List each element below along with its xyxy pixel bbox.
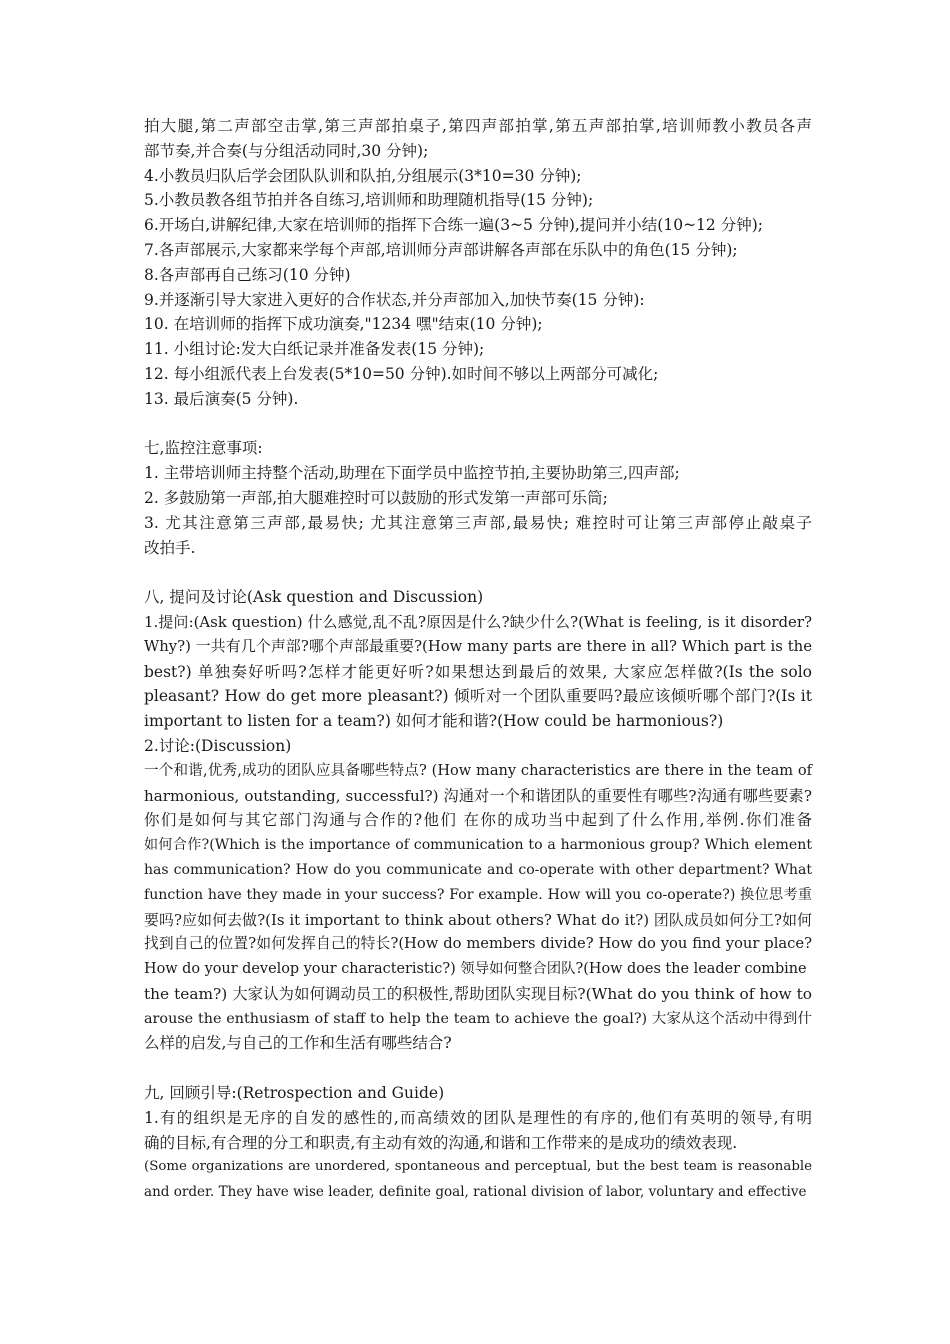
- text-line: important to listen for a team?) 如何才能和谐?(How could be harmonious?): [144, 712, 724, 731]
- text-line: 部节奏,并合奏(与分组活动同时,30 分钟);: [144, 141, 429, 160]
- text-line: 6.开场白,讲解纪律,大家在培训师的指挥下合练一遍(3~5 分钟),提问并小结(10~12 分钟);: [144, 216, 763, 235]
- section-heading: 七,监控注意事项:: [144, 439, 263, 458]
- text-line: 7.各声部展示,大家都来学每个声部,培训师分声部讲解各声部在乐队中的角色(15 分钟);: [144, 240, 738, 259]
- text-line: best?) 单独奏好听吗?怎样才能更好听?如果想达到最后的效果, 大家应怎样做?(Is the solo: [144, 662, 812, 681]
- monitoring-notes-section: [144, 436, 812, 560]
- text-line: 4.小教员归队后学会团队队训和队拍,分组展示(3*10=30 分钟);: [144, 166, 582, 185]
- procedure-steps: [144, 114, 812, 412]
- text-line: 12. 每小组派代表上台发表(5*10=50 分钟).如时间不够以上两部分可减化;: [144, 364, 659, 383]
- text-line: harmonious, outstanding, successful?) 沟通对一个和谐团队的重要性有哪些?沟通有哪些要素?: [144, 786, 812, 805]
- document-page: [144, 114, 812, 1205]
- paragraph-gap: [144, 1056, 812, 1081]
- text-line: (Some organizations are unordered, spontaneous and perceptual, but the best team is reasonable: [144, 1159, 812, 1175]
- text-line: 1.有的组织是无序的自发的感性的,而高绩效的团队是理性的有序的,他们有英明的领导,有明: [144, 1108, 812, 1127]
- text-line: 2.讨论:(Discussion): [144, 736, 292, 755]
- section-heading: 八, 提问及讨论(Ask question and Discussion): [144, 588, 484, 607]
- text-line: 8.各声部再自己练习(10 分钟): [144, 265, 351, 284]
- text-line: 如何合作?(Which is the importance of communication to a harmonious group? Which element: [144, 837, 812, 854]
- text-line: 10. 在培训师的指挥下成功演奏,"1234 嘿"结束(10 分钟);: [144, 315, 543, 334]
- text-line: 一个和谐,优秀,成功的团队应具备哪些特点? (How many characteristics are there in the team of: [144, 761, 812, 779]
- text-line: 9.并逐渐引导大家进入更好的合作状态,并分声部加入,加快节奏(15 分钟):: [144, 290, 645, 309]
- text-line: 改拍手.: [144, 538, 196, 557]
- text-line: 11. 小组讨论:发大白纸记录并准备发表(15 分钟);: [144, 340, 485, 359]
- text-line: function have they made in your success? For example. How will you co-operate?) 换位思考重: [144, 886, 812, 903]
- text-line: 要吗?应如何去做?(Is it important to think about others? What do it?) 团队成员如何分工?如何: [144, 910, 812, 929]
- text-line: has communication? How do you communicate and co-operate with other department? What: [144, 861, 812, 878]
- text-line: 3. 尤其注意第三声部,最易快; 尤其注意第三声部,最易快; 难控时可让第三声部停止敲桌子: [144, 513, 812, 532]
- text-line: 找到自己的位置?如何发挥自己的特长?(How do members divide? How do you find your place?: [144, 935, 812, 953]
- text-line: 1.提问:(Ask question) 什么感觉,乱不乱?原因是什么?缺少什么?(What is feeling, is it disorder?: [144, 612, 812, 631]
- text-line: 确的目标,有合理的分工和职责,有主动有效的沟通,和谐和工作带来的是成功的绩效表现.: [144, 1133, 738, 1152]
- text-line: pleasant? How do get more pleasant?) 倾听对一个团队重要吗?最应该倾听哪个部门?(Is it: [144, 687, 812, 706]
- text-line: 5.小教员教各组节拍并各自练习,培训师和助理随机指导(15 分钟);: [144, 191, 594, 210]
- text-line: 1. 主带培训师主持整个活动,助理在下面学员中监控节拍,主要协助第三,四声部;: [144, 464, 680, 483]
- text-line: arouse the enthusiasm of staff to help the team to achieve the goal?) 大家从这个活动中得到什: [144, 1010, 812, 1027]
- text-line: Why?) 一共有几个声部?哪个声部最重要?(How many parts are there in all? Which part is the: [144, 637, 812, 655]
- retrospection-guide-section: [144, 1081, 812, 1205]
- paragraph-gap: [144, 560, 812, 585]
- text-line: the team?) 大家认为如何调动员工的积极性,帮助团队实现目标?(What do you think of how to: [144, 984, 812, 1003]
- text-line: 你们是如何与其它部门沟通与合作的?他们 在你的成功当中起到了什么作用,举例.你们准备: [144, 811, 812, 830]
- questions-discussion-section: [144, 585, 812, 1056]
- text-line: 2. 多鼓励第一声部,拍大腿难控时可以鼓励的形式发第一声部可乐筒;: [144, 488, 608, 507]
- paragraph-gap: [144, 412, 812, 437]
- text-line: 拍大腿,第二声部空击掌,第三声部拍桌子,第四声部拍掌,第五声部拍掌,培训师教小教员各声: [144, 117, 812, 135]
- section-heading: 九, 回顾引导:(Retrospection and Guide): [144, 1084, 445, 1103]
- text-line: 13. 最后演奏(5 分钟).: [144, 389, 299, 408]
- text-line: How do your develop your characteristic?) 领导如何整合团队?(How does the leader combine: [144, 961, 807, 978]
- text-line: and order. They have wise leader, definite goal, rational division of labor, voluntary and effective: [144, 1184, 807, 1201]
- text-line: 么样的启发,与自己的工作和生活有哪些结合?: [144, 1034, 452, 1053]
